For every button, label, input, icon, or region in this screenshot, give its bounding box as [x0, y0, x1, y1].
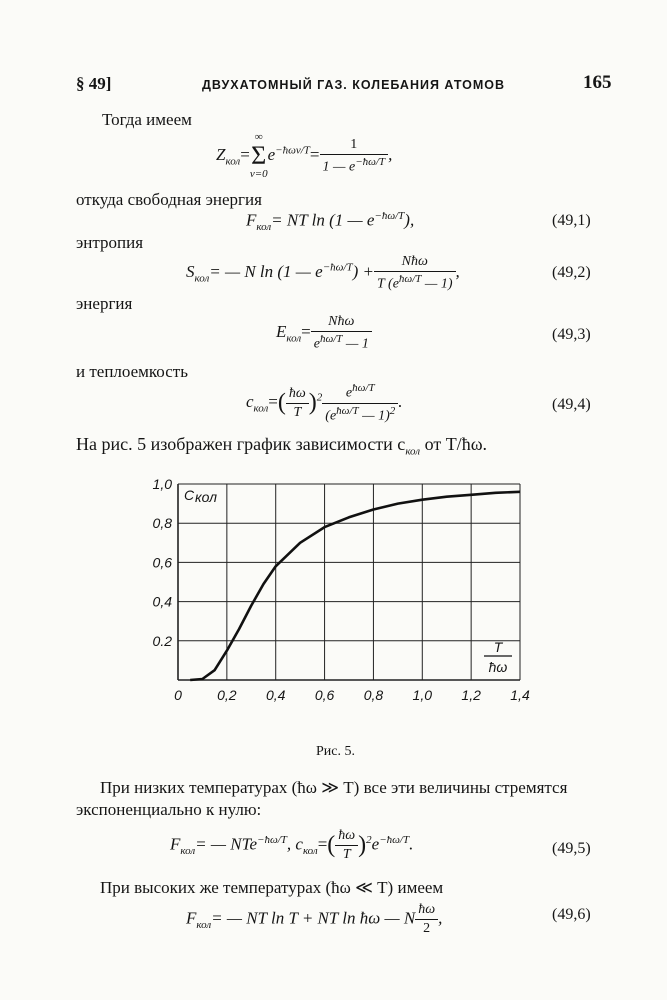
running-title: ДВУХАТОМНЫЙ ГАЗ. КОЛЕБАНИЯ АТОМОВ [202, 78, 506, 92]
eq-495-b-sup: −ħω/T [379, 833, 410, 846]
x-tick-label: 1,4 [510, 687, 530, 703]
eq-492-rhs: = — N ln (1 — e [209, 262, 323, 282]
figure-caption: Рис. 5. [316, 744, 355, 759]
x-tick-label: 0,2 [217, 687, 237, 703]
equation-number-49-6: (49,6) [552, 906, 591, 923]
equation-49-2 [186, 254, 460, 293]
eq-495-paren-fraction [335, 828, 358, 863]
sum-lower: v=0 [249, 168, 268, 180]
eq-496-rhs: = — NT ln T + NT ln ħω — N [211, 908, 416, 928]
eq-z-num: 1 [320, 137, 389, 155]
paragraph-figure-intro [76, 434, 487, 458]
eq-z-den: 1 — e [322, 159, 356, 175]
paragraph-free-energy: откуда свободная энергия [76, 190, 262, 209]
heat-capacity-chart [140, 462, 540, 742]
eq-492-fraction [374, 254, 456, 293]
eq-494-pden: T [293, 404, 302, 420]
eq-492-den-tail: — 1) [421, 276, 453, 292]
eq-494-tail: . [398, 392, 403, 412]
eq-491-lhs: F [246, 210, 257, 230]
x-axis-label-numerator: T [493, 639, 503, 655]
eq-z-tail: , [388, 144, 393, 164]
y-tick-label: 0,8 [152, 515, 172, 532]
eq-494-sub: кол [253, 402, 269, 415]
equation-number-49-4: (49,4) [552, 396, 591, 413]
eq-z-fraction [320, 137, 389, 176]
eq-495-b-tail: e [371, 834, 380, 854]
eq-493-den-sup: ħω/T [319, 333, 343, 345]
eq-492-den-sup: ħω/T [398, 273, 422, 285]
paragraph-high-temperature: При высоких же температурах (ħω ≪ T) имеем [100, 878, 444, 897]
eq-492-den: T (e [377, 276, 399, 292]
eq-496-num: ħω [415, 902, 438, 920]
eq-495-tail: . [409, 834, 414, 854]
eq-493-eq: = [301, 322, 311, 342]
eq-494-lhs: c [246, 392, 254, 412]
eq-z-term-sup: −ħωv/T [275, 144, 310, 157]
eq-492-sub: кол [194, 272, 210, 285]
heat-capacity-curve [190, 492, 520, 680]
eq-z-den-sup: −ħω/T [355, 155, 386, 168]
equation-49-6 [186, 902, 442, 937]
eq-495-a-rhs: = — NTe [195, 834, 258, 854]
paragraph-energy: энергия [76, 294, 133, 313]
y-tick-label: 0,4 [152, 593, 172, 610]
eq-493-sub: кол [286, 332, 302, 345]
summation: ∞ Σ v=0 [249, 131, 268, 180]
eq-492-num: Nħω [374, 254, 456, 272]
page-number: 165 [583, 72, 612, 93]
eq-495-ppow: 2 [366, 833, 372, 846]
eq-496-sub: кол [196, 918, 212, 931]
eq-493-num: Nħω [311, 314, 372, 332]
eq-495-b-eq: = [317, 834, 328, 854]
eq-494-ppow: 2 [316, 391, 323, 404]
eq-z-term: e [267, 144, 276, 164]
eq-z-lhs-sub: кол [225, 155, 241, 168]
eq-495-b: , c [286, 834, 303, 854]
eq-492-lhs: S [186, 262, 195, 282]
x-tick-label: 0 [174, 687, 182, 703]
eq-495-a-sub: кол [180, 844, 196, 857]
eq-493-den: e [313, 336, 320, 352]
eq-491-sup: −ħω/T [374, 210, 405, 222]
eq-492-sup: −ħω/T [322, 261, 353, 274]
x-tick-label: 0,8 [363, 687, 384, 703]
equation-number-49-3: (49,3) [552, 326, 591, 343]
fig-intro-sub: кол [405, 445, 421, 458]
eq-495-a: F [170, 834, 181, 854]
eq-496-tail: , [438, 908, 443, 928]
eq-493-lhs: E [276, 322, 287, 342]
eq-494-eq: = [268, 392, 278, 412]
paragraph-then: Тогда имеем [102, 110, 192, 129]
eq-496-lhs: F [186, 908, 197, 928]
x-tick-label: 1,0 [412, 687, 433, 703]
eq-494-den-pow: 2 [389, 404, 396, 417]
y-tick-label: 0.2 [152, 632, 172, 649]
equation-partition-function: $Z_{кол}=$ ∞ Σ v=0 $e^{-ħ\omega v/T}=$ $\frac{1}{1 — e^{-ħ\omega/T}}$ , [216, 131, 393, 180]
equation-49-3 [276, 314, 372, 353]
eq-495-a-sup: −ħω/T [257, 833, 287, 846]
sum-upper: ∞ [254, 131, 263, 143]
eq-494-fraction [322, 382, 398, 424]
eq-494-paren-fraction [286, 386, 309, 421]
eq-496-fraction [415, 902, 438, 937]
eq-494-den-tail: — 1) [358, 408, 390, 424]
equation-49-4: $c_{кол}=$( $\frac{ħ\omega}{T}$ )$^2$ $\frac{e^{ħ\omega/T}}{(e^{ħ\omega/T} — 1)^2}$ . [246, 382, 403, 424]
eq-496-den: 2 [423, 921, 431, 936]
paragraph-low-temperature: При низких температурах (ħω ≫ T) все эти величины стремятся [100, 778, 568, 797]
eq-495-pden: T [342, 847, 351, 862]
eq-494-num-sup: ħω/T [352, 382, 375, 394]
x-tick-label: 0,6 [314, 687, 335, 703]
section-number: § 49] [76, 74, 112, 93]
eq-492-mid: ) + [352, 262, 374, 282]
y-tick-label: 1,0 [152, 476, 172, 492]
equation-number-49-1: (49,1) [552, 212, 591, 229]
eq-492-tail: , [455, 262, 460, 282]
eq-495-b-sub: кол [302, 844, 318, 857]
equation-49-5: $F_{кол}=$ — NTe$^{-ħ\omega/T}$, $c_{кол}=$( $\frac{ħ\omega}{T}$ )$^2e^{-ħ\omega/T}$. [170, 828, 414, 862]
eq-494-den-sup: ħω/T [336, 404, 359, 417]
eq-494-num: e [345, 385, 353, 401]
x-tick-label: 1,2 [461, 687, 481, 703]
paragraph-heat-capacity: и теплоемкость [76, 362, 188, 381]
eq-494-pnum: ħω [286, 386, 309, 404]
y-tick-label: 0,6 [152, 554, 172, 571]
eq-491-rhs: = NT ln (1 — e [271, 210, 375, 230]
x-tick-label: 0,4 [265, 687, 286, 703]
x-axis-label-denominator: ħω [488, 659, 508, 675]
eq-494-den: (e [325, 408, 337, 424]
eq-493-den-tail: — 1 [342, 336, 369, 352]
fig-intro-text: На рис. 5 изображен график зависимости c [76, 434, 406, 454]
eq-491-tail: ), [404, 210, 415, 230]
equation-49-1 [246, 210, 414, 233]
eq-493-fraction [311, 314, 372, 353]
eq-491-sub: кол [256, 221, 272, 234]
equation-number-49-5: (49,5) [552, 840, 591, 857]
paragraph-low-temperature-cont: экспоненциально к нулю: [76, 800, 262, 819]
equation-number-49-2: (49,2) [552, 264, 591, 281]
y-axis-label-sub: кол [195, 489, 217, 505]
fig-intro-tail: от T/ħω. [420, 434, 488, 454]
eq-495-pnum: ħω [335, 828, 358, 846]
paragraph-entropy: энтропия [76, 233, 144, 252]
y-axis-label: C [184, 487, 195, 503]
eq-z-lhs: Z [216, 144, 226, 164]
